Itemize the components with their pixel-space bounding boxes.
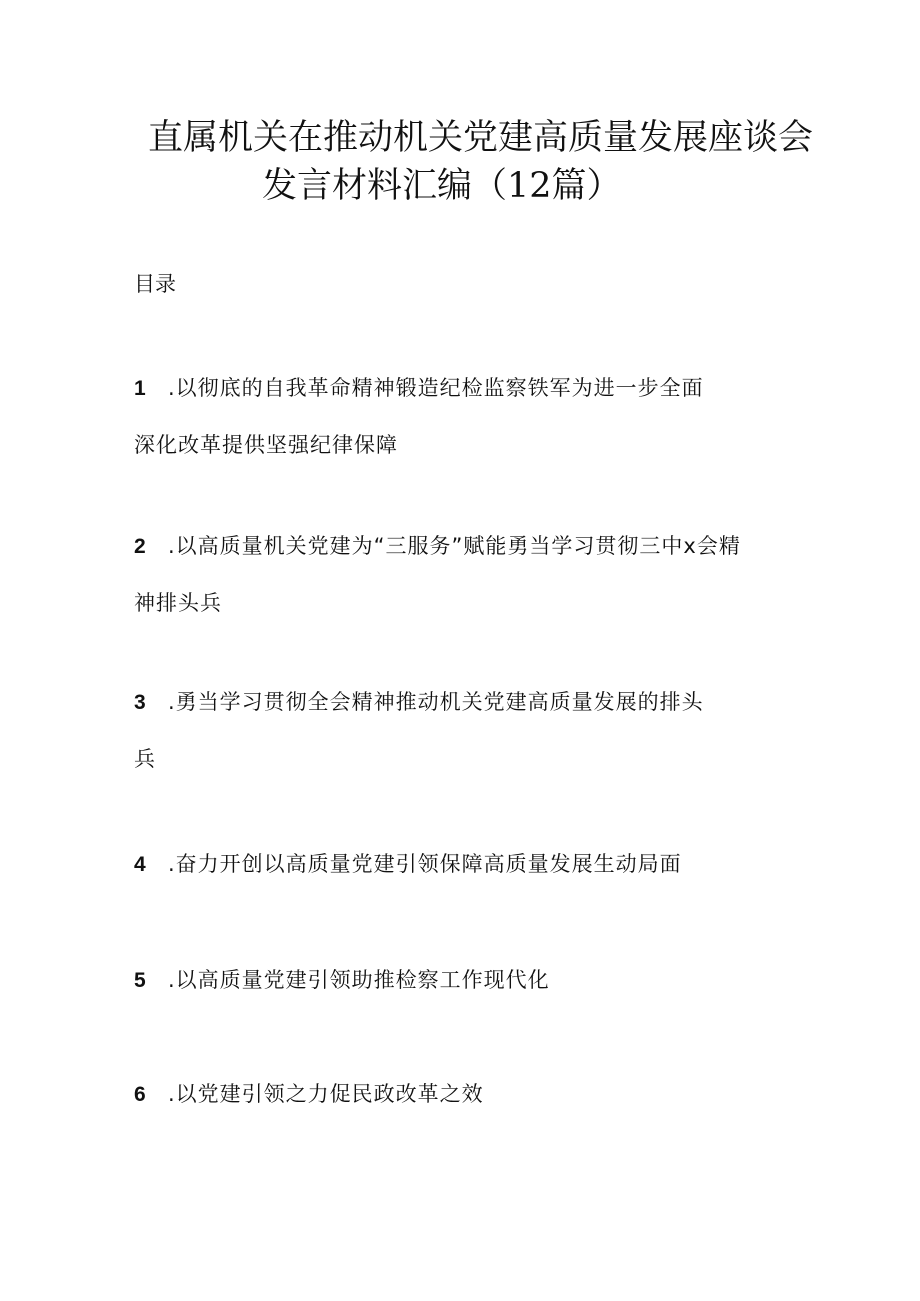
toc-item-number: 6 [134,1083,146,1106]
document-title-line-2: 发言材料汇编（12篇） [262,166,622,206]
toc-item-text: .以高质量党建引领助推检察工作现代化 [168,968,550,992]
toc-item-number: 4 [134,853,146,876]
toc-item-6-line-1 [134,1066,834,1123]
toc-item-1 [134,360,834,473]
toc-item-text: .勇当学习贯彻全会精神推动机关党建高质量发展的排头 [168,690,704,714]
toc-item-4 [134,836,834,893]
toc-item-text: .以彻底的自我革命精神锻造纪检监察铁军为进一步全面 [168,376,704,400]
toc-item-1-line-1 [134,360,834,417]
toc-item-3 [134,674,834,787]
toc-item-number: 3 [134,691,146,714]
toc-item-3-line-1 [134,674,834,731]
toc-item-text: .奋力开创以高质量党建引领保障高质量发展生动局面 [168,852,682,876]
toc-item-3-line-2: 兵 [134,747,156,771]
toc-item-1-line-2: 深化改革提供坚强纪律保障 [134,433,398,457]
toc-item-6 [134,1066,834,1123]
toc-item-4-line-1 [134,836,834,893]
toc-item-5-line-1 [134,952,834,1009]
toc-item-number: 5 [134,969,146,992]
toc-item-text: .以高质量机关党建为“三服务”赋能勇当学习贯彻三中x会精 [168,534,741,558]
document-title-line-1: 直属机关在推动机关党建高质量发展座谈会 [148,118,814,158]
toc-item-2-line-2: 神排头兵 [134,591,222,615]
toc-item-2 [134,518,834,631]
toc-item-text: .以党建引领之力促民政改革之效 [168,1082,484,1106]
toc-heading: 目录 [134,272,176,296]
toc-item-number: 2 [134,535,146,558]
toc-item-2-line-1 [134,518,834,575]
toc-item-5 [134,952,834,1009]
toc-item-number: 1 [134,377,146,400]
